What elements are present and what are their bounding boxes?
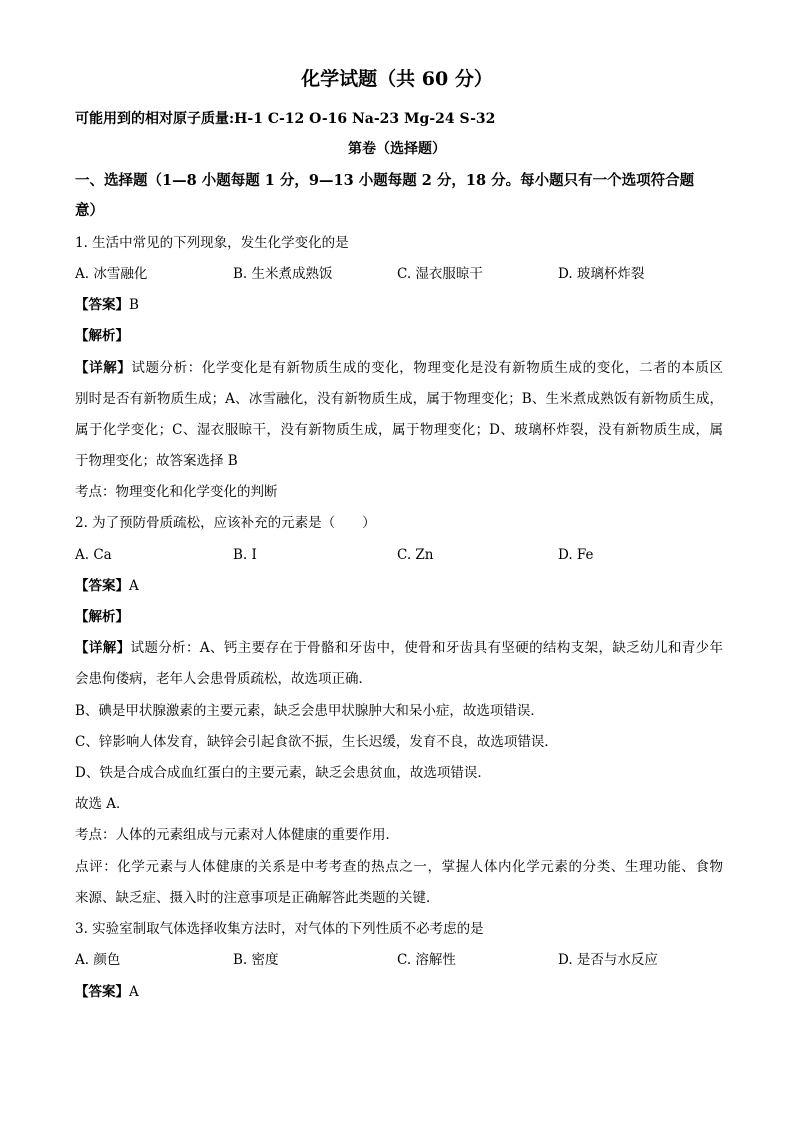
q3-option-b: B. 密度: [233, 952, 279, 968]
q1-detail-line-2: 别时是否有新物质生成；A、冰雪融化，没有新物质生成，属于物理变化；B、生米煮成熟饭有新物质生成，: [75, 391, 723, 407]
q1-option-c: C. 湿衣服晾干: [397, 266, 483, 282]
answer-tag: 【答案】: [75, 297, 129, 313]
q2-detail-text-1: 试题分析：A、钙主要存在于骨骼和牙齿中，使骨和牙齿具有坚硬的结构支架，缺乏幼儿和青少年: [130, 640, 723, 656]
q1-detail-line-3: 属于化学变化；C、湿衣服晾干，没有新物质生成，属于物理变化；D、玻璃杯炸裂，没有新物质生成，属: [75, 422, 723, 438]
q2-answer-value: A: [129, 578, 139, 594]
q2-option-c: C. Zn: [397, 547, 434, 563]
q1-detail-text-1: 试题分析：化学变化是有新物质生成的变化，物理变化是没有新物质生成的变化，二者的本质区: [131, 360, 724, 376]
q1-option-b: B. 生米煮成熟饭: [233, 266, 333, 282]
volume-heading: 第卷（选择题）: [348, 141, 446, 157]
q2-conclusion: 故选 A．: [75, 796, 130, 812]
section-heading: 一、选择题（1—8 小题每题 1 分，9—13 小题每题 2 分，18 分。每小题只有一个选项符合题: [75, 172, 695, 189]
detail-tag: 【详解】: [75, 640, 131, 656]
q2-stem: 2. 为了预防骨质疏松，应该补充的元素是（ ）: [75, 515, 376, 531]
q1-answer-value: B: [129, 297, 139, 313]
q1-option-d: D. 玻璃杯炸裂: [558, 266, 645, 282]
q1-stem: 1. 生活中常见的下列现象，发生化学变化的是: [75, 235, 349, 251]
q3-answer-value: A: [129, 984, 139, 1000]
answer-tag: 【答案】: [75, 578, 129, 594]
section-heading-cont: 意）: [75, 202, 104, 219]
q2-detail-line-2: 会患佝偻病，老年人会患骨质疏松，故选项正确．: [75, 671, 372, 687]
q2-option-a: A. Ca: [75, 547, 112, 563]
q3-option-a: A. 颜色: [75, 952, 121, 968]
q3-option-d: D. 是否与水反应: [558, 952, 658, 968]
q2-kaodian: 考点：人体的元素组成与元素对人体健康的重要作用．: [75, 827, 399, 843]
q2-answer: [75, 577, 139, 595]
q2-detail-line-1: [75, 639, 723, 657]
detail-tag: 【详解】: [75, 360, 132, 376]
atomic-masses: 可能用到的相对原子质量:H-1 C-12 O-16 Na-23 Mg-24 S-32: [75, 111, 496, 127]
q3-answer: [75, 983, 139, 1001]
q2-comment-line-1: 点评：化学元素与人体健康的关系是中考考查的热点之一，掌握人体内化学元素的分类、生理功能、食物: [75, 859, 723, 875]
q1-kaodian: 考点：物理变化和化学变化的判断: [75, 484, 278, 500]
q1-answer: [75, 296, 139, 314]
q3-option-c: C. 溶解性: [397, 952, 456, 968]
q3-stem: 3. 实验室制取气体选择收集方法时，对气体的下列性质不必考虑的是: [75, 921, 484, 937]
q2-line-d: D、铁是合成合成血红蛋白的主要元素，缺乏会患贫血，故选项错误．: [75, 765, 491, 781]
answer-tag: 【答案】: [75, 984, 129, 1000]
q2-line-c: C、锌影响人体发育，缺锌会引起食欲不振，生长迟缓，发育不良，故选项错误．: [75, 734, 558, 750]
q2-option-d: D. Fe: [558, 547, 594, 563]
q1-analysis-tag: 【解析】: [75, 328, 129, 344]
q2-comment-line-2: 来源、缺乏症、摄入时的注意事项是正确解答此类题的关键．: [75, 890, 440, 906]
q1-detail-line-1: [75, 359, 723, 377]
q2-analysis-tag: 【解析】: [75, 609, 129, 625]
q2-option-b: B. I: [233, 547, 257, 563]
q2-line-b: B、碘是甲状腺激素的主要元素，缺乏会患甲状腺肿大和呆小症，故选项错误．: [75, 703, 544, 719]
q1-detail-line-4: 于物理变化；故答案选择 B: [75, 453, 238, 469]
q1-option-a: A. 冰雪融化: [75, 266, 148, 282]
page-title: 化学试题（共 60 分）: [301, 68, 493, 90]
